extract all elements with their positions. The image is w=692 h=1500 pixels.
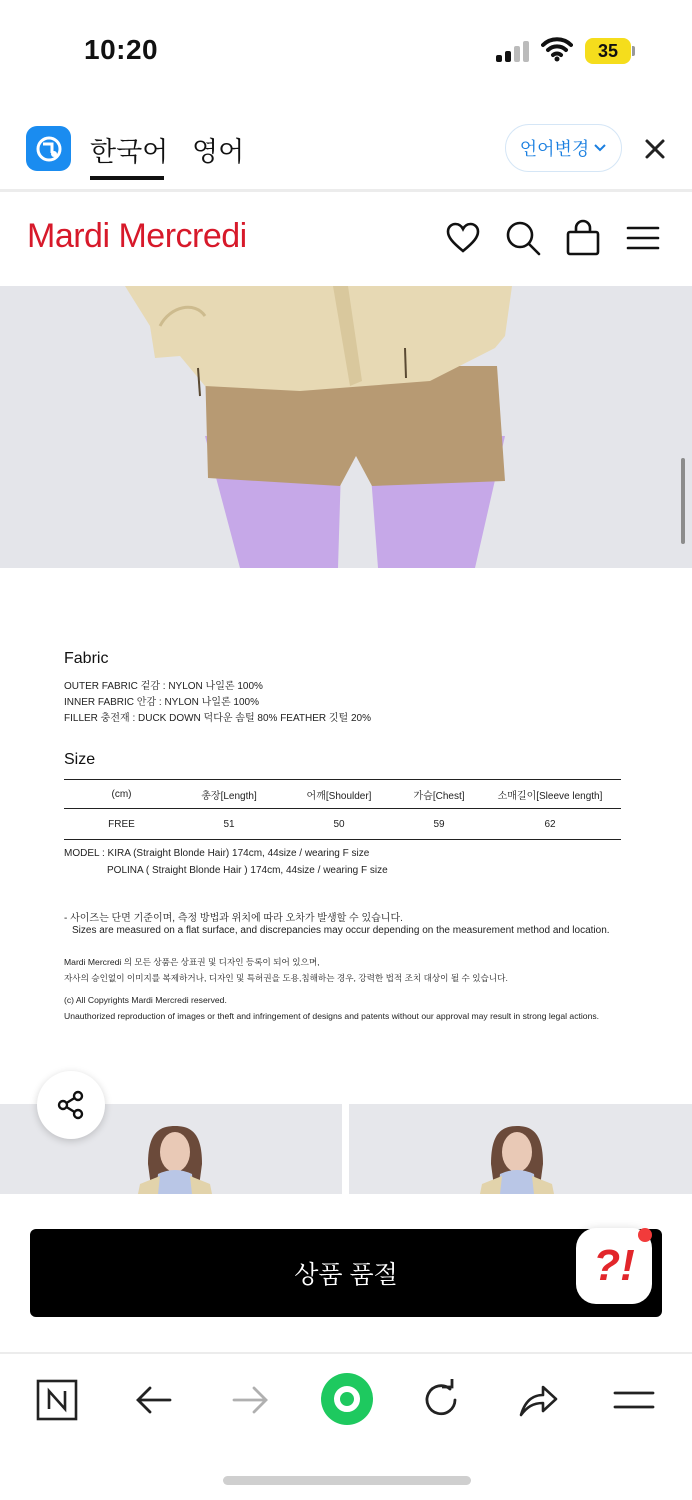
size-header-cell: 총장[Length]: [201, 790, 257, 802]
papago-logo-icon[interactable]: [26, 126, 71, 171]
related-product-thumbnail[interactable]: [349, 1104, 692, 1194]
browser-menu-icon[interactable]: [612, 1378, 656, 1422]
close-icon[interactable]: [640, 134, 670, 164]
forward-arrow-icon[interactable]: [228, 1378, 272, 1422]
size-cell: 62: [544, 818, 556, 830]
size-cell: 59: [433, 818, 445, 830]
help-label: ?!: [593, 1241, 635, 1290]
measure-note-ko: - 사이즈는 단면 기준이며, 측정 방법과 위치에 따라 오차가 발생할 수 있습니다.: [64, 913, 403, 924]
size-cell: 51: [223, 818, 235, 830]
share-icon: [56, 1090, 86, 1120]
tab-english[interactable]: 영어: [192, 137, 245, 167]
tab-underline: [90, 176, 164, 180]
translate-bar: [0, 100, 692, 192]
size-header-cell: 소매길이[Sleeve length]: [497, 790, 603, 802]
notification-dot: [638, 1228, 652, 1242]
measure-note-en: Sizes are measured on a flat surface, and discrepancies may occur depending on the measurement method and location.: [72, 925, 610, 936]
site-header: [0, 195, 692, 285]
product-image: [0, 286, 692, 568]
model-line: POLINA ( Straight Blonde Hair ) 174cm, 44size / wearing F size: [107, 865, 388, 876]
soldout-button[interactable]: [30, 1229, 662, 1317]
battery-cap: [632, 46, 635, 56]
home-indicator: [223, 1476, 471, 1485]
page-scrollbar[interactable]: [681, 458, 685, 544]
green-home-icon[interactable]: [320, 1372, 374, 1426]
tab-korean[interactable]: 한국어: [90, 137, 169, 167]
legal-note-ko: Mardi Mercredi 의 모든 상품은 상표권 및 디자인 등록이 되어 있으며,: [64, 957, 320, 967]
fabric-line: OUTER FABRIC 겉감 : NYLON 나일론 100%: [64, 681, 263, 692]
size-table-header: [64, 780, 621, 809]
language-change-button[interactable]: [505, 124, 622, 172]
table-row: [64, 809, 621, 840]
size-cell: 50: [333, 818, 345, 830]
size-header-cell: 어깨[Shoulder]: [306, 790, 372, 802]
legal-note-ko: 자사의 승인없이 이미지를 복제하거나, 디자인 및 특허권을 도용,침해하는 경우, 강력한 법적 조치 대상이 될 수 있습니다.: [64, 973, 508, 983]
status-time: 10:20: [84, 34, 159, 65]
size-title: Size: [64, 751, 96, 768]
brand-logo[interactable]: Mardi Mercredi: [27, 217, 247, 255]
menu-icon[interactable]: [624, 219, 662, 257]
chevron-down-icon: [593, 143, 607, 153]
size-header-cell: 가슴[Chest]: [413, 790, 465, 802]
size-cell: FREE: [108, 818, 135, 830]
share-arrow-icon[interactable]: [516, 1378, 560, 1422]
size-table: [64, 779, 621, 840]
naver-n-icon[interactable]: [35, 1378, 79, 1422]
heart-icon[interactable]: [444, 219, 482, 257]
status-bar: [0, 0, 692, 100]
signal-icon: [496, 40, 532, 62]
battery-indicator: 35: [585, 38, 631, 64]
copyright-note: (c) All Copyrights Mardi Mercredi reserved.: [64, 995, 227, 1005]
refresh-icon[interactable]: [419, 1378, 463, 1422]
fabric-line: INNER FABRIC 안감 : NYLON 나일론 100%: [64, 697, 260, 708]
legal-note-en: Unauthorized reproduction of images or theft and infringement of designs and patents without our approval may result in strong legal actions.: [64, 1011, 600, 1021]
fabric-title: Fabric: [64, 650, 109, 667]
soldout-label: 상품 품절: [294, 1261, 398, 1289]
search-icon[interactable]: [504, 219, 542, 257]
fabric-line: FILLER 충전재 : DUCK DOWN 덕다운 솜털 80% FEATHER 깃털 20%: [64, 713, 372, 724]
size-header-cell: (cm): [111, 788, 132, 800]
back-arrow-icon[interactable]: [132, 1378, 176, 1422]
share-button[interactable]: [37, 1071, 105, 1139]
bag-icon[interactable]: [564, 219, 602, 257]
model-line: MODEL : KIRA (Straight Blonde Hair) 174cm, 44size / wearing F size: [64, 848, 370, 859]
language-change-label: 언어변경: [519, 139, 590, 159]
wifi-icon: [541, 36, 573, 62]
